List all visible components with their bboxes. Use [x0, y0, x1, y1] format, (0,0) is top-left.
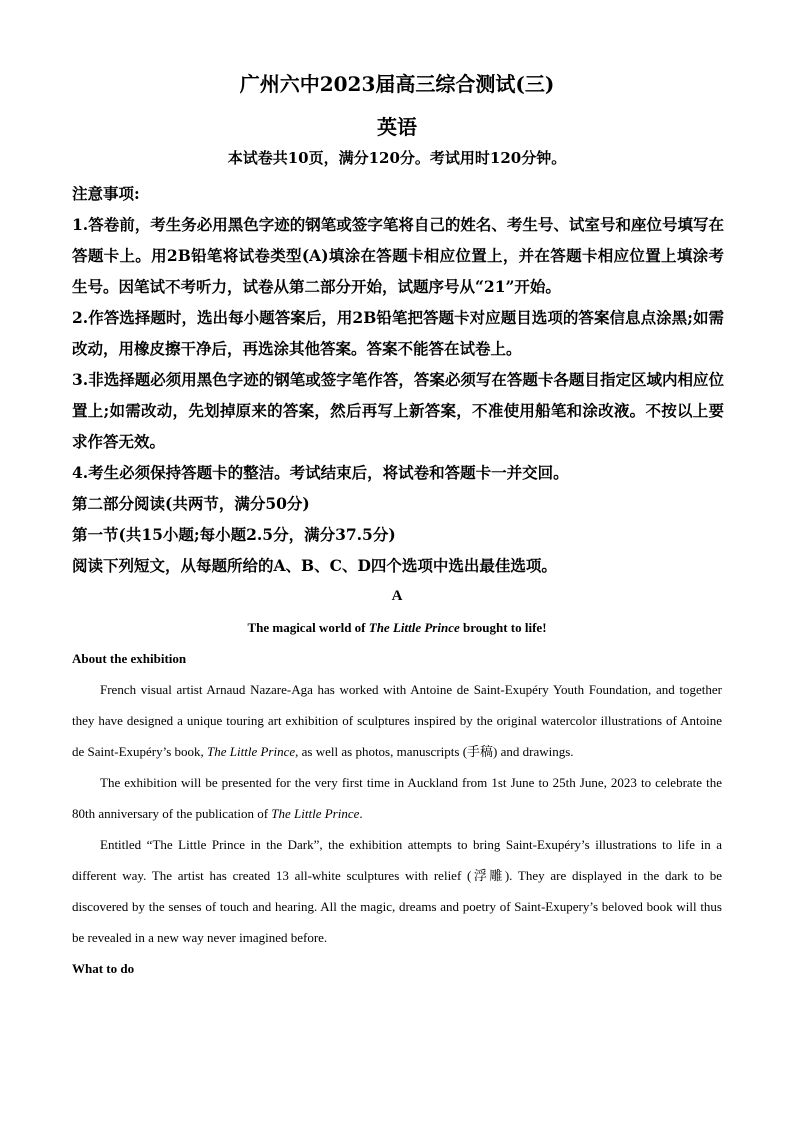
exam-title: 广州六中2023届高三综合测试(三) — [239, 72, 555, 96]
subject-title: 英语 — [377, 115, 417, 139]
note-item-1: 1.答卷前，考生务必用黑色字迹的钢笔或签字笔将自己的姓名、考生号、试室号和座位号填写在答题卡上。用2B铅笔将试卷类型(A)填涂在答题卡相应位置上，并在答题卡相应位置上填涂考生号。因笔试不考听力，试卷从第二部分开始，试题序号从“21”开始。 — [72, 215, 724, 296]
p1-book-title: The Little Prince — [207, 744, 296, 759]
section-instruction: 阅读下列短文，从每题所给的A、B、C、D四个选项中选出最佳选项。 — [72, 556, 557, 575]
passage-a — [72, 581, 722, 984]
heading-about: About the exhibition — [72, 651, 187, 666]
passage-title — [72, 612, 722, 643]
passage-letter: A — [391, 588, 403, 604]
section-sub: 第一节(共15小题;每小题2.5分，满分37.5分) — [72, 525, 396, 544]
p1-text-a: French visual artist Arnaud Nazare-Aga has worked with Antoine de Saint-Exupéry Youth Foundation, and together they have designed a unique touring art exhibition of sculptures inspired by the original watercolor illustrations of Antoine de Saint-Exupéry’s book, — [72, 682, 722, 759]
section-part: 第二部分阅读(共两节，满分50分) — [72, 494, 310, 513]
note-item-4: 4.考生必须保持答题卡的整洁。考试结束后，将试卷和答题卡一并交回。 — [72, 463, 569, 482]
p1-text-b: , as well as photos, manuscripts (手稿) and drawings. — [295, 744, 574, 759]
passage-title-book: The Little Prince — [368, 620, 460, 635]
paragraph-3: Entitled “The Little Prince in the Dark”, the exhibition attempts to bring Saint-Exupéry’s illustrations to life in a different way. The artist has created 13 all-white sculptures with relief (浮雕). They are displayed in the dark to be discovered by the senses of touch and hearing. All the magic, dreams and poetry of Saint-Exupery’s beloved book will thus be revealed in a new way never imagined before. — [72, 837, 722, 945]
passage-title-pre: The magical world of — [247, 620, 369, 635]
paragraph-1 — [72, 674, 722, 767]
p2-book-title: The Little Prince — [271, 806, 360, 821]
heading-what-to-do: What to do — [72, 961, 135, 976]
notes-heading: 注意事项: — [72, 184, 140, 203]
note-item-2: 2.作答选择题时，选出每小题答案后，用2B铅笔把答题卡对应题目选项的答案信息点涂黑;如需改动，用橡皮擦干净后，再选涂其他答案。答案不能答在试卷上。 — [72, 308, 724, 358]
exam-info: 本试卷共10页，满分120分。考试用时120分钟。 — [227, 149, 567, 167]
paragraph-2 — [72, 767, 722, 829]
note-item-3: 3.非选择题必须用黑色字迹的钢笔或签字笔作答，答案必须写在答题卡各题目指定区域内相应位置上;如需改动，先划掉原来的答案，然后再写上新答案，不准使用船笔和涂改液。不按以上要求作答无效。 — [72, 370, 724, 451]
passage-title-post: brought to life! — [459, 620, 547, 635]
p2-text-b: . — [359, 806, 363, 821]
p2-text-a: The exhibition will be presented for the very first time in Auckland from 1st June to 25th June, 2023 to celebrate the 80th anniversary of the publication of — [72, 775, 722, 821]
instructions-block — [72, 178, 724, 581]
